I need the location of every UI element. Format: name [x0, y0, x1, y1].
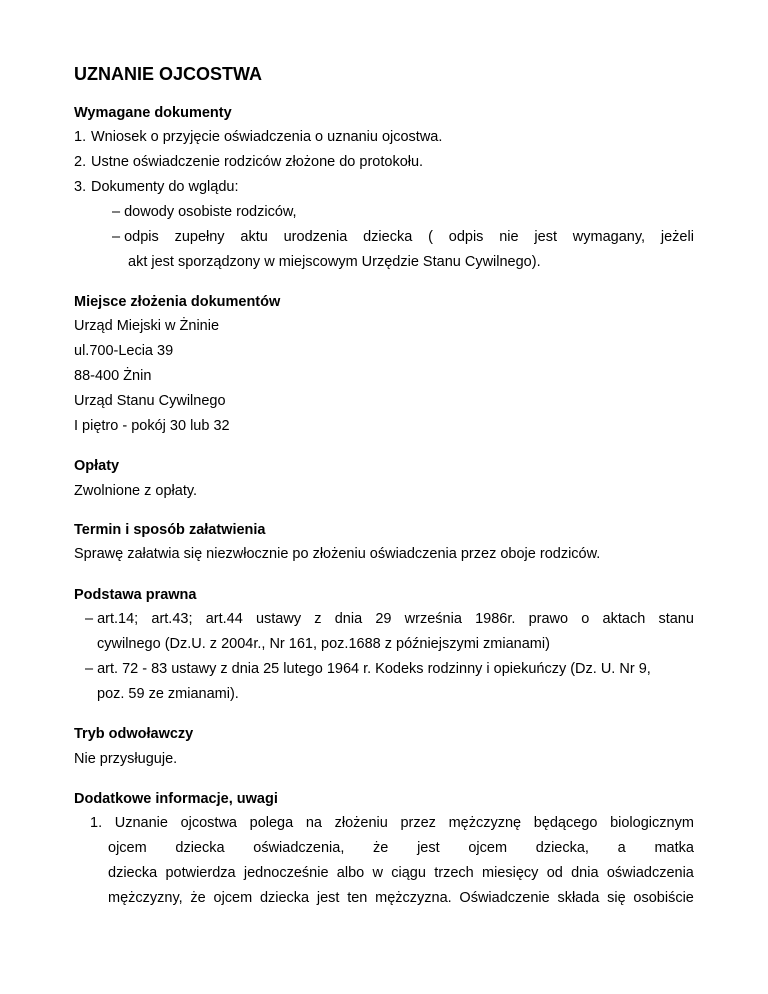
word: potwierdza	[165, 865, 236, 881]
legal-basis-continuation: poz. 59 ze zmianami).	[97, 686, 239, 702]
word: – art.14;	[85, 611, 139, 627]
word: art.44	[205, 611, 243, 627]
word: ciągu	[391, 865, 426, 881]
note-justified-line	[108, 865, 694, 881]
word: 29	[375, 611, 392, 627]
word: o	[581, 611, 590, 627]
word: że	[373, 840, 389, 856]
word: zupełny	[174, 229, 225, 245]
word: oświadczenia	[606, 865, 694, 881]
word: dnia	[334, 611, 363, 627]
address-line: I piętro - pokój 30 lub 32	[74, 418, 230, 434]
section-heading-miejsce: Miejsce złożenia dokumentów	[74, 294, 281, 310]
word: dziecka	[175, 840, 225, 856]
list-number: 2.	[74, 154, 87, 170]
word: prawo	[528, 611, 569, 627]
word: z	[314, 611, 322, 627]
word: matka	[654, 840, 694, 856]
page-title: UZNANIE OJCOSTWA	[74, 64, 263, 84]
word: od	[546, 865, 563, 881]
address-line: Urząd Miejski w Żninie	[74, 318, 220, 334]
word: będącego	[533, 815, 598, 831]
word: oświadczenia,	[253, 840, 345, 856]
word: ojcem	[213, 890, 253, 906]
word: 1.	[90, 815, 103, 831]
word: dziecka,	[535, 840, 589, 856]
section-heading-tryb: Tryb odwoławczy	[74, 726, 194, 742]
word: wymagany,	[572, 229, 646, 245]
list-number: 1.	[74, 129, 87, 145]
word: dziecka	[363, 229, 413, 245]
section-heading-podstawa: Podstawa prawna	[74, 587, 197, 603]
sub-list-item-justified-line	[112, 229, 694, 245]
word: dziecka	[259, 890, 310, 906]
word: Uznanie	[114, 815, 168, 831]
word: art.43;	[151, 611, 193, 627]
section-text: Sprawę załatwia się niezwłocznie po złożeniu oświadczenia przez oboje rodziców.	[74, 546, 601, 562]
sub-list-item-continuation: akt jest sporządzony w miejscowym Urzędzie Stanu Cywilnego).	[128, 254, 541, 270]
word: urodzenia	[283, 229, 348, 245]
word: dziecka	[108, 865, 158, 881]
word: aktach	[602, 611, 646, 627]
word: przez	[400, 815, 436, 831]
word: ojcostwa	[180, 815, 237, 831]
list-item-text: Dokumenty do wglądu:	[91, 179, 239, 195]
word: jest	[316, 890, 340, 906]
word: jednocześnie	[243, 865, 329, 881]
word: miesięcy	[482, 865, 539, 881]
word: że	[190, 890, 206, 906]
word: się	[607, 890, 626, 906]
word: września	[404, 611, 462, 627]
word: jest	[417, 840, 440, 856]
word: (	[428, 229, 433, 245]
word: ojcem	[468, 840, 508, 856]
note-justified-line	[108, 890, 694, 906]
word: osobiście	[633, 890, 694, 906]
word: – odpis	[112, 229, 159, 245]
list-item-text: Ustne oświadczenie rodziców złożone do protokołu.	[91, 154, 424, 170]
list-item	[74, 129, 442, 145]
word: stanu	[658, 611, 694, 627]
word: trzech	[434, 865, 474, 881]
section-text: Nie przysługuje.	[74, 751, 178, 767]
word: mężczyzny,	[108, 890, 183, 906]
word: 1986r.	[475, 611, 516, 627]
word: odpis	[448, 229, 484, 245]
word: składa	[557, 890, 600, 906]
section-text: Zwolnione z opłaty.	[74, 483, 198, 499]
word: mężczyzna.	[375, 890, 452, 906]
section-heading-oplaty: Opłaty	[74, 458, 120, 474]
word: ojcem	[108, 840, 147, 856]
legal-basis-line: – art. 72 - 83 ustawy z dnia 25 lutego 1964 r. Kodeks rodzinny i opiekuńczy (Dz. U. Nr 9,	[85, 661, 651, 677]
note-justified-line	[108, 840, 694, 856]
list-item	[74, 154, 423, 170]
word: a	[617, 840, 626, 856]
word: dnia	[571, 865, 599, 881]
word: Oświadczenie	[459, 890, 550, 906]
section-heading-termin: Termin i sposób załatwienia	[74, 522, 266, 538]
word: aktu	[240, 229, 268, 245]
word: jeżeli	[660, 229, 694, 245]
word: ten	[347, 890, 368, 906]
address-line: Urząd Stanu Cywilnego	[74, 393, 226, 409]
note-justified-line	[90, 815, 694, 831]
list-number: 3.	[74, 179, 87, 195]
word: albo	[336, 865, 365, 881]
word: ustawy	[255, 611, 302, 627]
word: na	[305, 815, 322, 831]
legal-basis-justified-line	[85, 611, 694, 627]
word: mężczyznę	[448, 815, 522, 831]
section-heading-wymagane: Wymagane dokumenty	[74, 105, 232, 121]
word: w	[372, 865, 383, 881]
word: złożeniu	[334, 815, 388, 831]
address-line: ul.700-Lecia 39	[74, 343, 174, 359]
word: nie	[499, 229, 519, 245]
list-item-text: Wniosek o przyjęcie oświadczenia o uznaniu ojcostwa.	[91, 129, 443, 145]
sub-list-item: – dowody osobiste rodziców,	[112, 204, 297, 220]
list-item	[74, 179, 239, 195]
legal-basis-continuation: cywilnego (Dz.U. z 2004r., Nr 161, poz.1688 z późniejszymi zmianami)	[97, 636, 550, 652]
word: biologicznym	[610, 815, 694, 831]
word: jest	[534, 229, 557, 245]
address-line: 88-400 Żnin	[74, 368, 152, 384]
section-heading-dodatkowe: Dodatkowe informacje, uwagi	[74, 791, 278, 807]
word: polega	[249, 815, 294, 831]
